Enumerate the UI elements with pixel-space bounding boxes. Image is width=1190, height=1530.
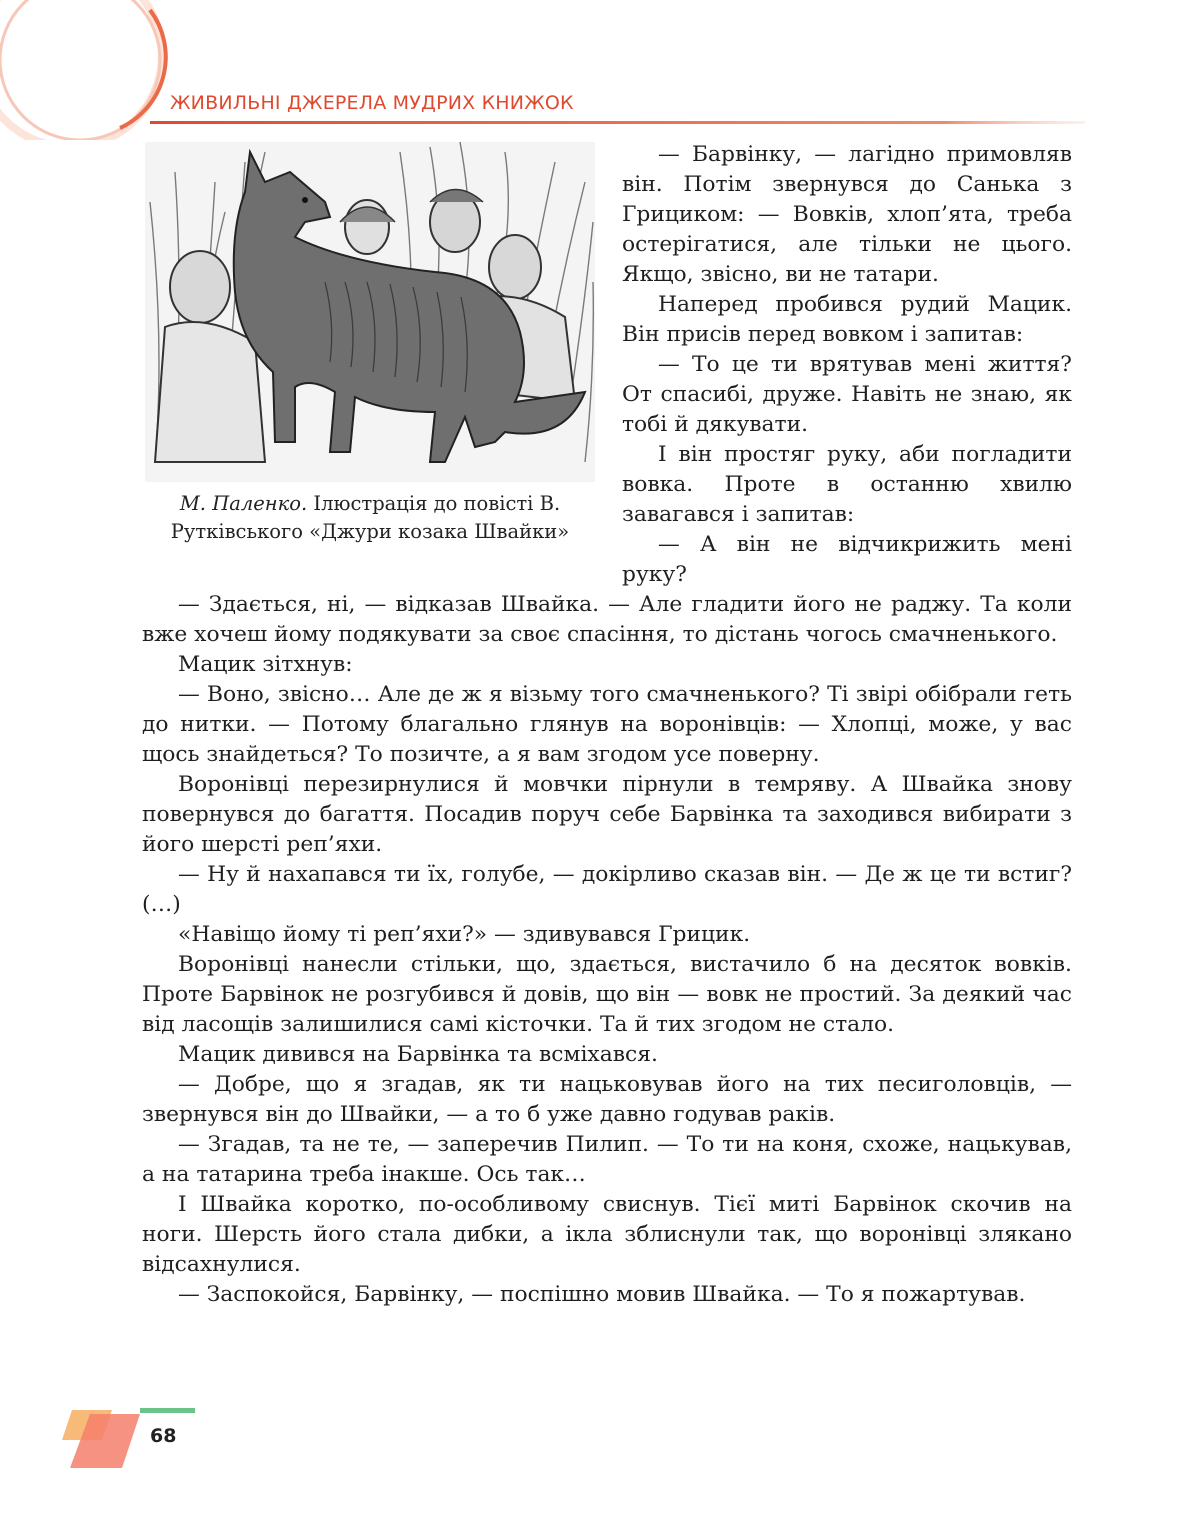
paragraph: «Навіщо йому ті реп’яхи?» — здивувався Грицик. [178, 922, 751, 947]
page-number: 68 [150, 1425, 177, 1447]
paragraph: — Згадав, та не те, — заперечив Пилип. — То ти на коня, схоже, нацькував, а на татарина треба інакше. Ось так… [142, 1132, 1072, 1187]
paragraph: І він простяг руку, аби погладити вовка. Проте в останню хвилю завагався і запитав: [622, 442, 1072, 527]
paragraph: — Ну й нахапався ти їх, голубе, — докірливо сказав він. — Де ж це ти встиг? (…) [142, 862, 1072, 917]
header-decoration [0, 0, 1190, 140]
paragraph: І Швайка коротко, по-особливому свиснув. Тієї миті Барвінок скочив на ноги. Шерсть його стала дибки, а ікла зблиснули так, що воронівці злякано відсахнулися. [142, 1192, 1072, 1277]
section-title: ЖИВИЛЬНІ ДЖЕРЕЛА МУДРИХ КНИЖОК [170, 92, 574, 114]
illustration-wolf-and-cossacks [145, 142, 595, 482]
paragraph: Наперед пробився рудий Мацик. Він присів перед вовком і запитав: [622, 292, 1072, 347]
paragraph: — Здається, ні, — відказав Швайка. — Але гладити його не раджу. Та коли вже хочеш йому подякувати за своє спасіння, то дістань чогось смачненького. [142, 592, 1072, 647]
caption-author: М. Паленко. [179, 492, 308, 515]
paragraph: Мацик дивився на Барвінка та всміхався. [178, 1042, 658, 1067]
paragraph: — Добре, що я згадав, як ти нацьковував його на тих песиголовців, — звернувся він до Швайки, — а то б уже давно годував раків. [142, 1072, 1072, 1127]
paragraph: Мацик зітхнув: [178, 652, 353, 677]
paragraph: Воронівці нанесли стільки, що, здається, вистачило б на десяток вовків. Проте Барвінок не розгубився й довів, що він — вовк не простий. За деякий час від ласощів залишилися самі кісточки. Та й тих згодом не стало. [142, 952, 1072, 1037]
illustration-caption [150, 490, 590, 546]
caption-text: Ілюстрація до повісті В. Рутківського «Джури козака Швайки» [170, 492, 570, 543]
paragraph: — Заспокойся, Барвінку, — поспішно мовив Швайка. — То я пожартував. [178, 1282, 1026, 1307]
paragraph: — То це ти врятував мені життя? От спасибі, друже. Навіть не знаю, як тобі й дякувати. [622, 352, 1072, 437]
paragraph: — Барвінку, — лагідно примовляв він. Потім звернувся до Санька з Грициком: — Вовків, хлоп’ята, треба остерігатися, але тільки не цього. Якщо, звісно, ви не татари. [622, 142, 1072, 287]
right-column-text [622, 140, 1072, 590]
paragraph: — Воно, звісно… Але де ж я візьму того смачненького? Ті звірі обібрали геть до нитки. — Потому благально глянув на воронівців: — Хлопці, може, у вас щось знайдеться? То позичте, а я вам згодом усе поверну. [142, 682, 1072, 767]
paragraph: — А він не відчикрижить мені руку? [622, 532, 1072, 587]
paragraph: Воронівці перезирнулися й мовчки пірнули в темряву. А Швайка знову повернувся до багаття. Посадив поруч себе Барвінка та заходився вибирати з його шерсті реп’яхи. [142, 772, 1072, 857]
footer-decoration [60, 1402, 210, 1472]
main-text [142, 590, 1072, 1310]
